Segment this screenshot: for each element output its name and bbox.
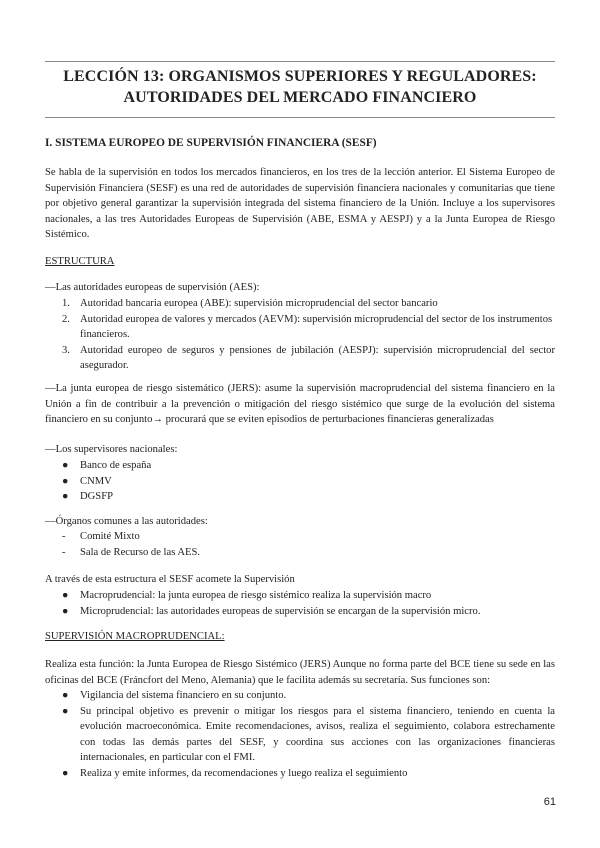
list-item [62,545,200,561]
title-line-1: LECCIÓN 13: ORGANISMOS SUPERIORES Y REGULADORES: [63,68,537,85]
organos-heading: —Órganos comunes a las autoridades: [45,516,208,527]
section-heading-sesf: I. SISTEMA EUROPEO DE SUPERVISIÓN FINANCIERA (SESF) [45,137,377,149]
bullet-icon: ● [62,605,69,617]
title-bottom-rule [45,117,555,118]
page-title [45,66,555,108]
list-item [62,312,555,343]
list-item-text: DGSFP [80,491,113,502]
intro-paragraph: Se habla de la supervisión en todos los mercados financieros, en los tres de la lección anterior. El Sistema Europeo de Supervisión Financiera (SESF) es una red de autoridades de supervisión financiera nacionales y comunitarias que tiene por objetivo general garantizar la supervisión integrada del sistema financiero de la Unión. Incluye a los supervisores nacionales, a las tres Autoridades Europeas de Supervisión (ABE, ESMA y AESPJ) y a la Junta Europea de Riesgo Sistémico. [45,167,555,240]
bullet-icon: ● [62,590,69,601]
jers-paragraph: —La junta europea de riesgo sistemático (JERS): asume la supervisión macroprudencial del sistema financiero en la Unión a fin de contribuir a la prevención o mitigación del riesgo sistémico que surge de la evolución del sistema financiero en su conjunto→ procurará que se eviten episodios de perturbaciones financieras generalizadas [45,383,555,425]
dash-icon: - [62,546,66,558]
list-item-text: Microprudencial: las autoridades europeas de supervisión se encargan de la supervisión micro. [80,605,481,617]
list-item [62,489,151,505]
list-item [62,296,555,312]
bullet-icon: ● [62,475,69,487]
estructura-heading: ESTRUCTURA [45,256,115,267]
organos-list [62,529,200,560]
list-item [62,343,555,374]
list-item-text: Realiza y emite informes, da recomendaciones y luego realiza el seguimiento [80,767,408,779]
list-item-text: Autoridad europeo de seguros y pensiones de jubilación (AESPJ): supervisión microprudencial del sector asegurador. [80,344,555,371]
nacionales-list [62,458,151,505]
list-item [62,688,555,704]
macro-list [62,688,555,781]
aes-heading: —Las autoridades europeas de supervisión (AES): [45,282,260,293]
list-item-text: Autoridad bancaria europea (ABE): supervisión microprudencial del sector bancario [80,298,438,309]
bullet-icon: ● [62,767,69,779]
dash-icon: - [62,531,66,542]
aes-list [62,296,555,374]
list-item [62,766,555,782]
list-item [62,474,151,490]
list-item-text: Comité Mixto [80,531,140,542]
list-item [62,458,151,474]
list-number: 3. [62,344,70,356]
list-item-text: CNMV [80,475,112,487]
traves-list [62,588,480,619]
macro-heading: SUPERVISIÓN MACROPRUDENCIAL: [45,631,225,642]
list-item-text: Su principal objetivo es prevenir o mitigar los riesgos para el sistema financiero, teniendo en cuenta la evolución macroeconómica. Emite recomendaciones, avisos, realiza el seguimiento, colabora estrechamente con todas las demás partes del SESF, y coordina sus acciones con las organizaciones financieras internacionales, en particular con el FMI. [80,705,555,763]
bullet-icon: ● [62,491,69,502]
title-line-2: AUTORIDADES DEL MERCADO FINANCIERO [123,89,477,106]
list-item [62,604,480,620]
list-item [62,704,555,766]
bullet-icon: ● [62,705,69,717]
bullet-icon: ● [62,690,69,701]
list-number: 2. [62,313,70,325]
top-rule [45,61,555,62]
bullet-icon: ● [62,460,69,471]
list-item-text: Macroprudencial: la junta europea de riesgo sistémico realiza la supervisión macro [80,590,432,601]
traves-heading: A través de esta estructura el SESF acomete la Supervisión [45,574,295,585]
list-item-text: Banco de españa [80,460,152,471]
page-number: 61 [543,796,556,808]
list-item-text: Sala de Recurso de las AES. [80,546,201,558]
macro-intro-paragraph: Realiza esta función: la Junta Europea de Riesgo Sistémico (JERS) Aunque no forma parte del BCE tiene su sede en las oficinas del BCE (Fráncfort del Meno, Alemania) que le facilita además su secretaría. Sus funciones son: [45,659,555,686]
nacionales-heading: —Los supervisores nacionales: [45,444,178,455]
list-item [62,529,200,545]
list-item-text: Autoridad europea de valores y mercados (AEVM): supervisión microprudencial del sector de los instrumentos financieros. [80,313,553,340]
list-number: 1. [62,298,70,309]
list-item-text: Vigilancia del sistema financiero en su conjunto. [80,690,287,701]
list-item [62,588,480,604]
